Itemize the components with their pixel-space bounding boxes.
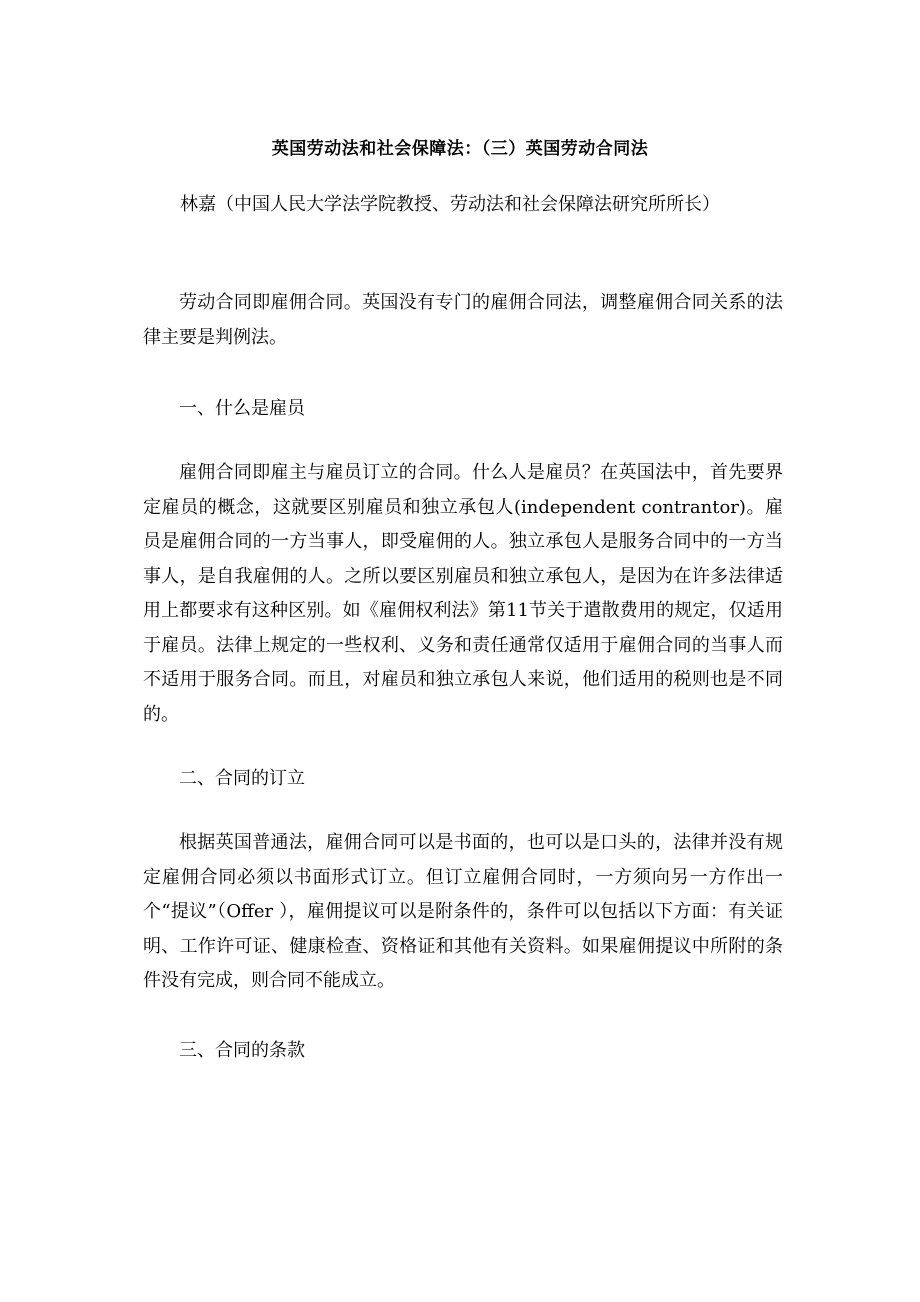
section-heading-2: 二、合同的订立 bbox=[179, 768, 305, 789]
section-heading-3: 三、合同的条款 bbox=[179, 1040, 305, 1061]
section-heading-1: 一、什么是雇员 bbox=[179, 398, 305, 419]
section-body-2: 根据英国普通法，雇佣合同可以是书面的，也可以是口头的，法律并没有规定雇佣合同必须以书面形式订立。但订立雇佣合同时，一方须向另一方作出一个“提议”（Offer ），雇佣提议可以是附条件的，条件可以包括以下方面：有关证明、工作许可证、健康检查、资格证和其他有关资料。如果雇佣提议中所附的条件没有完成，则合同不能成立。 bbox=[143, 832, 783, 991]
section-body-1: 雇佣合同即雇主与雇员订立的合同。什么人是雇员？在英国法中，首先要界定雇员的概念，这就要区别雇员和独立承包人(independent contrantor)。雇员是雇佣合同的一方当事人，即受雇佣的人。独立承包人是服务合同中的一方当事人，是自我雇佣的人。之所以要区别雇员和独立承包人，是因为在许多法律适用上都要求有这种区别。如《雇佣权利法》第11节关于遣散费用的规定，仅适用于雇员。法律上规定的一些权利、义务和责任通常仅适用于雇佣合同的当事人而不适用于服务合同。而且，对雇员和独立承包人来说，他们适用的税则也是不同的。 bbox=[143, 462, 783, 725]
document-title: 英国劳动法和社会保障法：（三）英国劳动合同法 bbox=[271, 139, 649, 159]
intro-paragraph: 劳动合同即雇佣合同。英国没有专门的雇佣合同法，调整雇佣合同关系的法律主要是判例法。 bbox=[143, 292, 783, 348]
author-line: 林嘉（中国人民大学法学院教授、劳动法和社会保障法研究所所长） bbox=[180, 194, 720, 215]
